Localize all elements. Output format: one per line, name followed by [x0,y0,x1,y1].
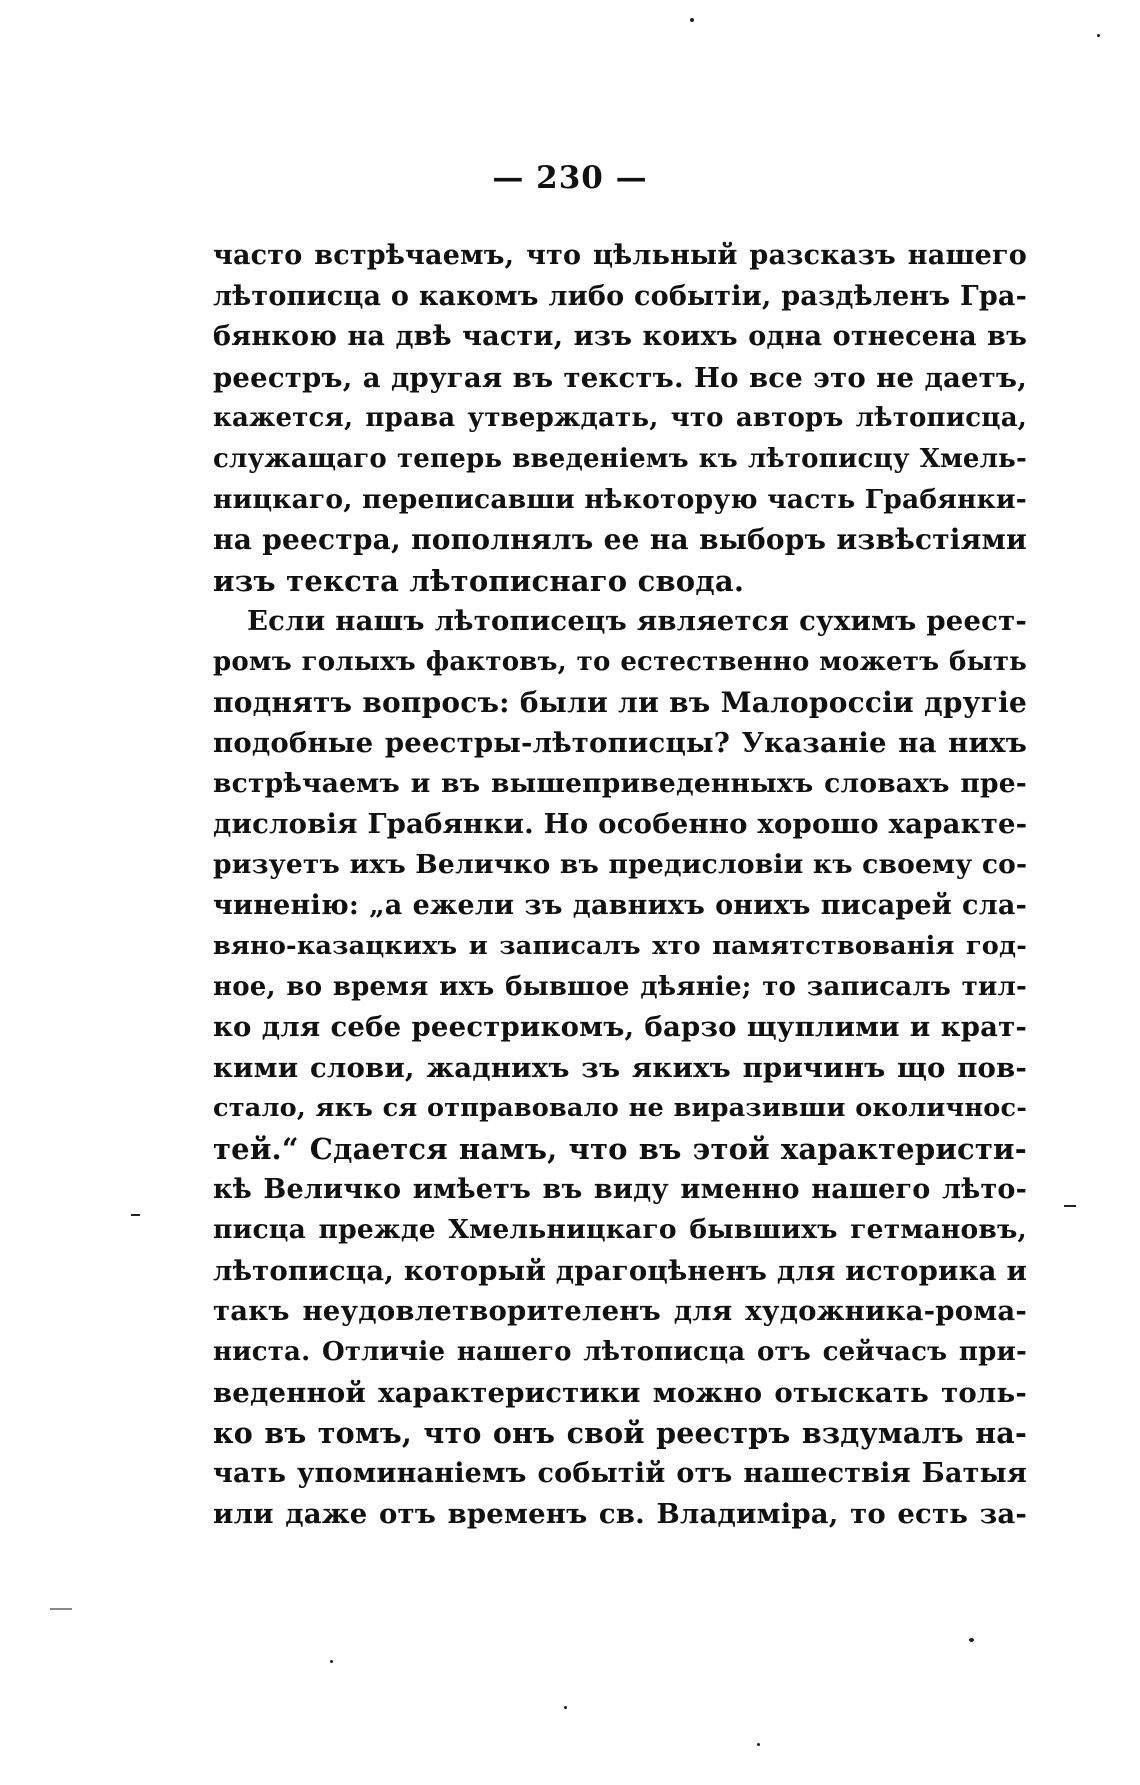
scan-mark [1064,1205,1076,1207]
text-line: чиненію: „а ежели зъ давнихъ онихъ писарей сла- [213,889,1027,921]
text-line: кажется, права утверждать, что авторъ лѣтописца, [213,403,1027,434]
text-line: ницкаго, переписавши нѣкоторую часть Грабянки- [213,483,1027,515]
text-line: кѣ Величко имѣетъ въ виду именно нашего лѣто- [213,1173,1027,1205]
text-line: на реестра, пополнялъ ее на выборъ извѣстіями [213,523,1027,557]
text-line: лѣтописца о какомъ либо событіи, раздѣленъ Гра- [213,280,1027,312]
text-line: реестръ, а другая въ текстъ. Но все это не даетъ, [213,361,1027,394]
scan-speck [969,1638,974,1642]
scan-speck [1097,34,1100,37]
text-line: кими слови, жаднихъ зъ якихъ причинъ що пов- [213,1051,1027,1084]
text-line: дисловія Грабянки. Но особенно хорошо характе- [213,808,1028,841]
text-line: часто встрѣчаемъ, что цѣльный разсказъ нашего [213,240,1027,271]
text-line: изъ текста лѣтописнаго свода. [213,563,745,598]
text-line: поднятъ вопросъ: были ли въ Малороссіи другіе [213,685,1027,719]
text-line: Если нашъ лѣтописецъ является сухимъ реест- [247,605,1027,638]
text-line: ное, во время ихъ бывшое дѣяніе; то записалъ тил- [213,971,1027,1002]
text-line: ниста. Отличіе нашего лѣтописца отъ сейчасъ при- [213,1337,1027,1368]
text-line: ко для себе реестрикомъ, барзо щуплими и крат- [213,1011,1027,1044]
scan-speck [690,18,694,22]
scan-mark [50,1608,72,1610]
paragraph [213,601,1027,1535]
text-line: ромъ голыхъ фактовъ, то естественно можетъ быть [213,646,1027,677]
text-line: чать упоминаніемъ событій отъ нашествія Батыя [213,1457,1027,1489]
page-number: — 230 — [492,160,648,196]
text-line: вяно-казацкихъ и записалъ хто памятствованія год- [213,931,1027,962]
scan-speck [757,1743,760,1746]
text-line: такъ неудовлетворителенъ для художника-рома- [213,1295,1027,1328]
text-line: тей.“ Сдается намъ, что въ этой характеристи- [213,1132,1027,1167]
scan-speck [564,1706,567,1709]
scan-mark [131,1214,140,1216]
text-line: служащаго теперь введеніемъ къ лѣтописцу Хмель- [213,443,1027,474]
scan-speck [330,1660,333,1663]
text-line: веденной характеристики можно отыскать толь- [213,1376,1027,1409]
paragraph [213,236,1027,601]
text-line: ко въ томъ, что онъ свой реестръ вздумалъ на- [213,1416,1027,1451]
text-line: стало, якъ ся отправовало не виразивши околичнос- [213,1093,1027,1124]
text-line: подобные реестры-лѣтописцы? Указаніе на нихъ [213,727,1027,760]
text-line: или даже отъ временъ св. Владиміра, то есть за- [213,1498,1027,1531]
body-text [213,236,1027,1535]
text-line: лѣтописца, который драгоцѣненъ для историка и [213,1254,1028,1287]
text-line: встрѣчаемъ и въ вышеприведенныхъ словахъ пре- [213,767,1027,799]
text-line: ризуетъ ихъ Величко въ предисловіи къ своему со- [213,848,1028,880]
text-line: бянкою на двѣ части, изъ коихъ одна отнесена въ [213,321,1027,353]
text-line: писца прежде Хмельницкаго бывшихъ гетмановъ, [213,1214,1027,1246]
